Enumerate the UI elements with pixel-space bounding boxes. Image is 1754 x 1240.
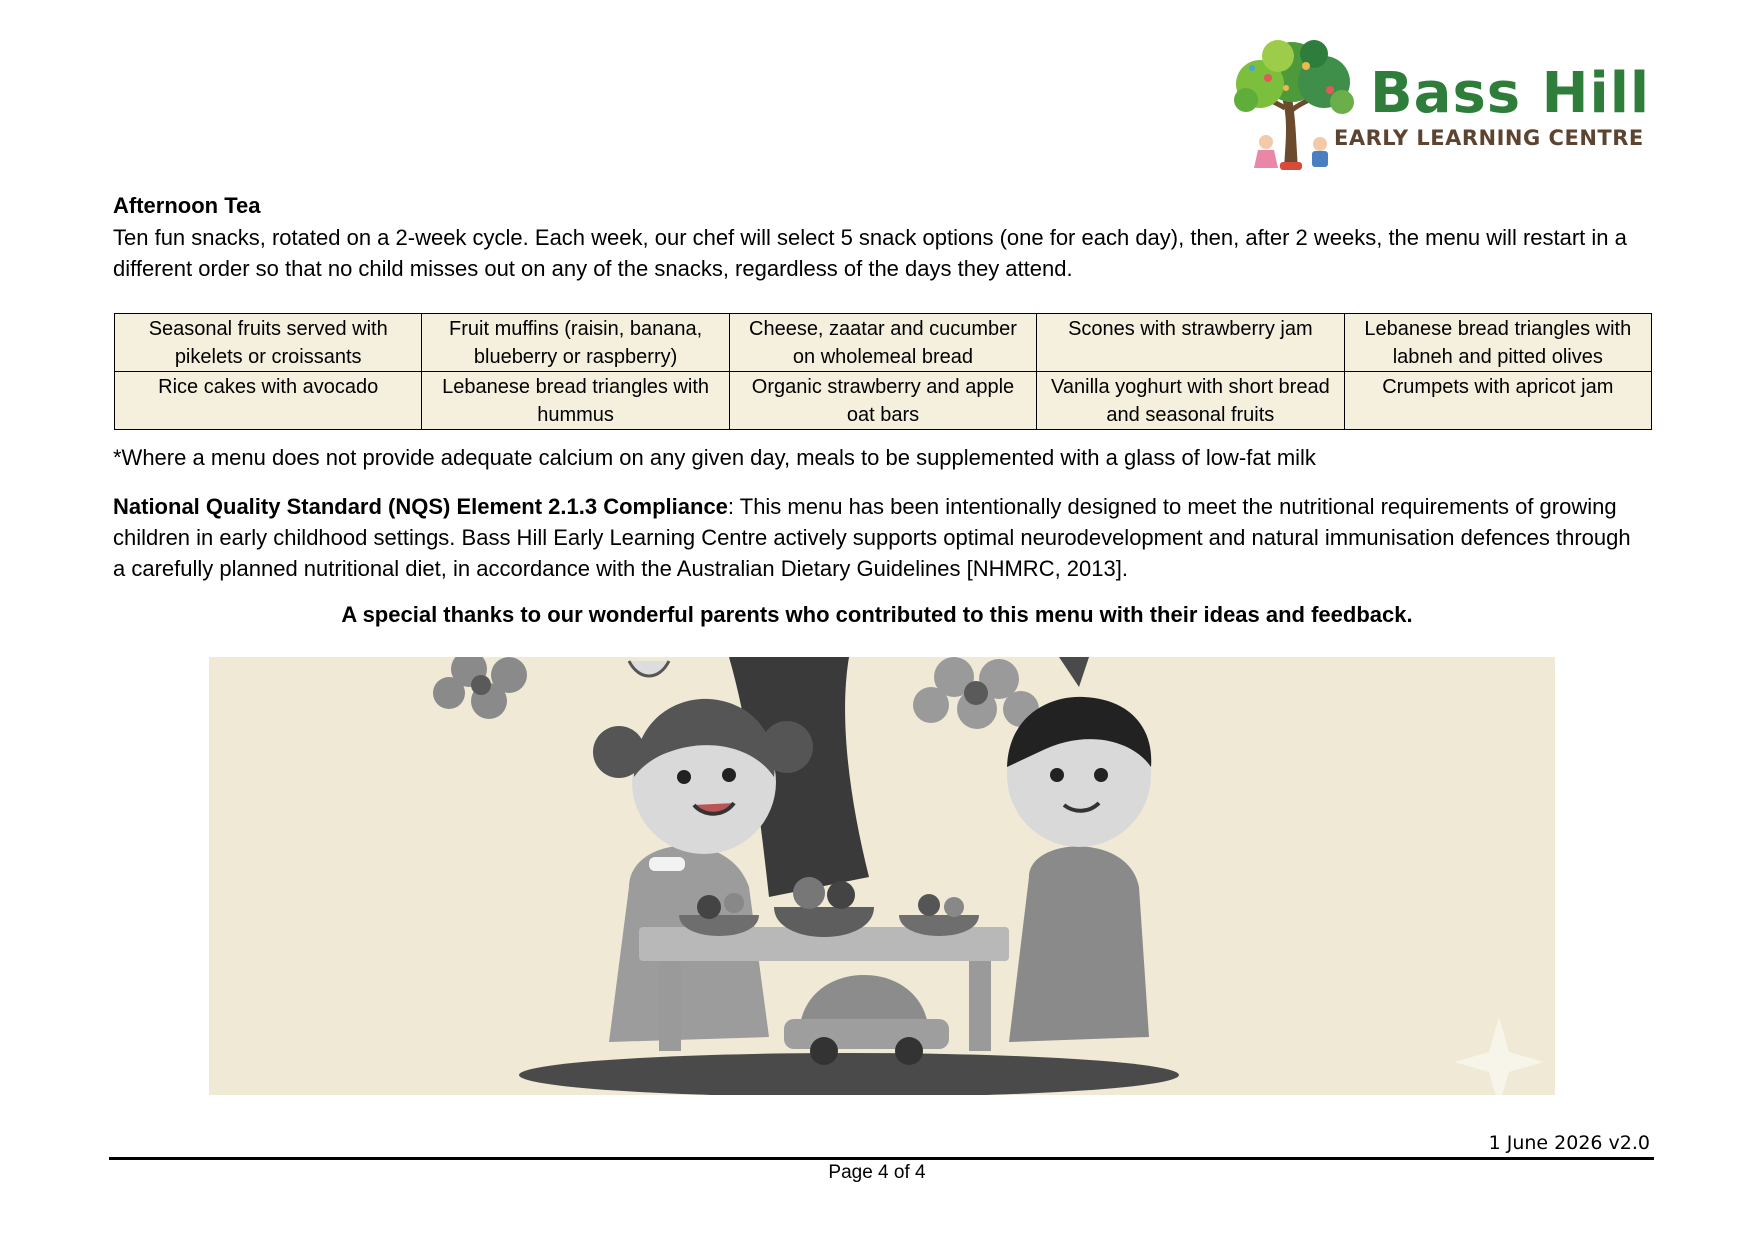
table-cell: Seasonal fruits served with pikelets or croissants — [115, 314, 422, 372]
version-stamp: 1 June 2026 v2.0 — [1488, 1132, 1650, 1154]
table-cell: Scones with strawberry jam — [1037, 314, 1344, 372]
nqs-paragraph — [113, 491, 1633, 584]
table-cell: Lebanese bread triangles with labneh and pitted olives — [1344, 314, 1651, 372]
table-cell: Cheese, zaatar and cucumber on wholemeal bread — [729, 314, 1036, 372]
table-row — [115, 314, 1652, 372]
table-row — [115, 372, 1652, 430]
table-cell: Rice cakes with avocado — [115, 372, 422, 430]
thanks-message: A special thanks to our wonderful parents who contributed to this menu with their ideas and feedback. — [341, 602, 1413, 627]
logo-subtitle: EARLY LEARNING CENTRE — [1334, 126, 1644, 150]
calcium-note: *Where a menu does not provide adequate calcium on any given day, meals to be supplemented with a glass of low-fat milk — [113, 445, 1316, 470]
table-cell: Fruit muffins (raisin, banana, blueberry or raspberry) — [422, 314, 729, 372]
table-cell: Crumpets with apricot jam — [1344, 372, 1651, 430]
table-cell: Vanilla yoghurt with short bread and seasonal fruits — [1037, 372, 1344, 430]
page-number: Page 4 of 4 — [828, 1162, 926, 1183]
table-cell: Lebanese bread triangles with hummus — [422, 372, 729, 430]
children-picnic-illustration — [209, 657, 1555, 1095]
tree-with-children-icon — [1222, 38, 1367, 174]
footer-rule — [109, 1157, 1654, 1160]
logo-name: Bass Hill — [1370, 61, 1651, 126]
table-cell: Organic strawberry and apple oat bars — [729, 372, 1036, 430]
centre-logo — [1222, 38, 1652, 174]
intro-paragraph: Ten fun snacks, rotated on a 2-week cycle. Each week, our chef will select 5 snack options (one for each day), then, after 2 weeks, the menu will restart in a different order so that no child misses out on any of the snacks, regardless of the days they attend. — [113, 225, 1627, 281]
section-title: Afternoon Tea — [113, 193, 261, 218]
nqs-text: : This menu has been intentionally designed to meet the nutritional requirements of growing children in early childhood settings. Bass Hill Early Learning Centre actively supports optimal neurodevelopment and natural immunisation defences through a carefully planned nutritional diet, in accordance with the Australian Dietary Guidelines [NHMRC, 2013]. — [113, 494, 1631, 581]
snack-table — [114, 313, 1652, 430]
nqs-label: National Quality Standard (NQS) Element 2.1.3 Compliance — [113, 494, 728, 519]
